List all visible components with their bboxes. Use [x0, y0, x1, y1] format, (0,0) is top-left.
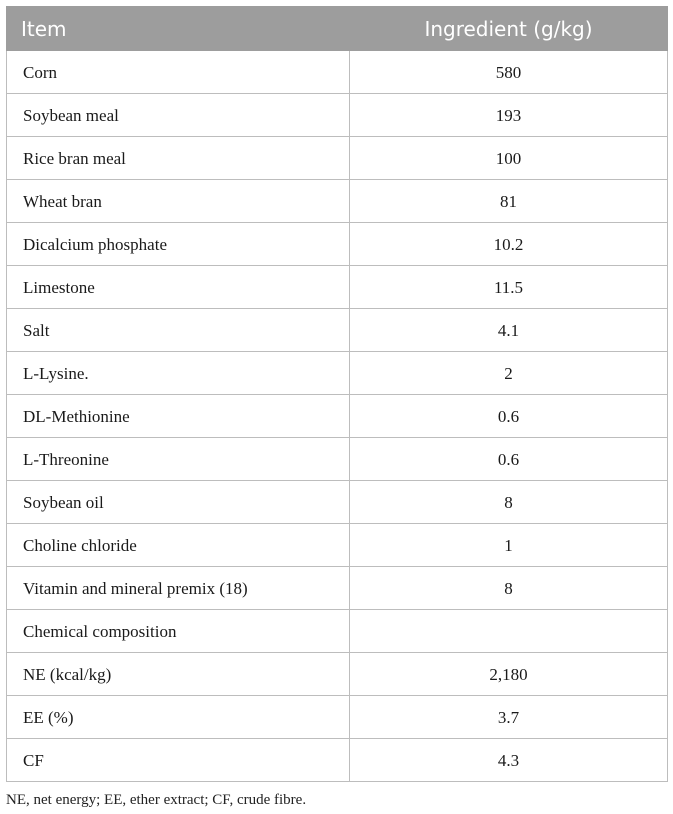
- table-body: [7, 51, 668, 782]
- table-row: [7, 567, 668, 610]
- header-ingredient: Ingredient (g/kg): [350, 7, 668, 51]
- table-row: [7, 137, 668, 180]
- table-row: [7, 610, 668, 653]
- row-value-cell: 3.7: [350, 696, 668, 739]
- row-value-cell: 193: [350, 94, 668, 137]
- row-value-cell: 2,180: [350, 653, 668, 696]
- row-value-cell: 8: [350, 567, 668, 610]
- table-row: [7, 223, 668, 266]
- row-item-cell: NE (kcal/kg): [7, 653, 350, 696]
- row-value-cell: 0.6: [350, 395, 668, 438]
- row-value-cell: 580: [350, 51, 668, 94]
- row-value-cell: [350, 610, 668, 653]
- row-item-cell: Soybean oil: [7, 481, 350, 524]
- row-item-cell: Dicalcium phosphate: [7, 223, 350, 266]
- table-row: [7, 94, 668, 137]
- table-row: [7, 266, 668, 309]
- row-item-cell: Wheat bran: [7, 180, 350, 223]
- composition-table: [6, 6, 668, 782]
- row-value-cell: 8: [350, 481, 668, 524]
- table-row: [7, 481, 668, 524]
- row-value-cell: 4.1: [350, 309, 668, 352]
- row-item-cell: Vitamin and mineral premix (18): [7, 567, 350, 610]
- row-item-cell: Limestone: [7, 266, 350, 309]
- row-value-cell: 1: [350, 524, 668, 567]
- table-row: [7, 309, 668, 352]
- row-value-cell: 0.6: [350, 438, 668, 481]
- row-item-cell: EE (%): [7, 696, 350, 739]
- row-item-cell: L-Threonine: [7, 438, 350, 481]
- table-header: [7, 7, 668, 51]
- row-item-cell: Chemical composition: [7, 610, 350, 653]
- row-value-cell: 2: [350, 352, 668, 395]
- table-row: [7, 524, 668, 567]
- table-row: [7, 696, 668, 739]
- row-value-cell: 81: [350, 180, 668, 223]
- row-item-cell: Choline chloride: [7, 524, 350, 567]
- header-row: [7, 7, 668, 51]
- row-item-cell: DL-Methionine: [7, 395, 350, 438]
- row-value-cell: 100: [350, 137, 668, 180]
- table-row: [7, 180, 668, 223]
- header-item: Item: [7, 7, 350, 51]
- table-footnote: NE, net energy; EE, ether extract; CF, crude fibre.: [6, 792, 307, 808]
- row-item-cell: Corn: [7, 51, 350, 94]
- table-row: [7, 653, 668, 696]
- composition-table-container: [6, 6, 667, 782]
- row-item-cell: CF: [7, 739, 350, 782]
- table-row: [7, 51, 668, 94]
- row-item-cell: L-Lysine.: [7, 352, 350, 395]
- row-item-cell: Salt: [7, 309, 350, 352]
- row-value-cell: 4.3: [350, 739, 668, 782]
- row-item-cell: Rice bran meal: [7, 137, 350, 180]
- table-row: [7, 739, 668, 782]
- table-row: [7, 438, 668, 481]
- row-value-cell: 10.2: [350, 223, 668, 266]
- table-row: [7, 352, 668, 395]
- table-row: [7, 395, 668, 438]
- row-value-cell: 11.5: [350, 266, 668, 309]
- row-item-cell: Soybean meal: [7, 94, 350, 137]
